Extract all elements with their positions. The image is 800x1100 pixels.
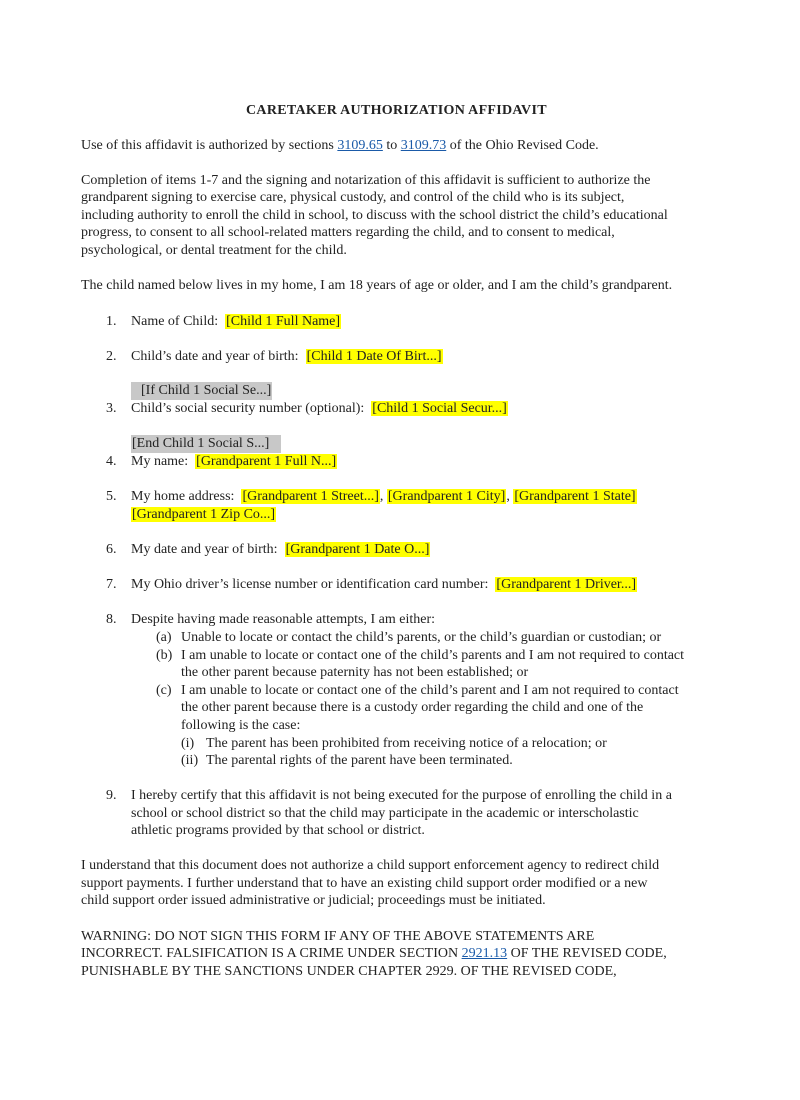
grandparent-dob-field[interactable]: [Grandparent 1 Date O...] [285, 542, 430, 557]
item-8a-mark: (a) [156, 630, 172, 645]
item-8c-mark: (c) [156, 683, 172, 698]
completion-line-1: Completion of items 1-7 and the signing and notarization of this affidavit is sufficient to authorize the [81, 173, 651, 188]
warning-text-end: OF THE REVISED CODE, [507, 946, 667, 961]
item-9-number: 9. [106, 788, 117, 803]
warning-line-2 [81, 945, 667, 963]
state-field[interactable]: [Grandparent 1 State] [514, 489, 636, 504]
link-3109-73[interactable]: 3109.73 [400, 138, 447, 153]
warning-line-1: WARNING: DO NOT SIGN THIS FORM IF ANY OF THE ABOVE STATEMENTS ARE [81, 929, 595, 944]
item-8b-line-1: I am unable to locate or contact one of the child’s parents and I am not required to contact [181, 648, 685, 663]
warning-text: INCORRECT. FALSIFICATION IS A CRIME UNDER SECTION [81, 946, 462, 961]
grandparent-statement: The child named below lives in my home, I am 18 years of age or older, and I am the child’s grandparent. [81, 278, 673, 293]
intro-paragraph [81, 137, 599, 155]
item-8c-line-2: the other parent because there is a custody order regarding the child and one of the [181, 700, 644, 715]
item-3 [131, 400, 508, 418]
intro-text-mid: to [382, 138, 401, 153]
child-name-field[interactable]: [Child 1 Full Name] [226, 314, 341, 329]
item-8-label: Despite having made reasonable attempts, I am either: [131, 612, 436, 627]
item-8a-text: Unable to locate or contact the child’s parents, or the child’s guardian or custodian; or [181, 630, 662, 645]
item-6-label: My date and year of birth: [131, 542, 278, 557]
item-8b-mark: (b) [156, 648, 173, 663]
item-1-number: 1. [106, 314, 117, 329]
understand-line-3: child support order issued administrative or judicial; proceedings must be initiated. [81, 893, 546, 908]
item-4-number: 4. [106, 454, 117, 469]
item-9-line-3: athletic programs provided by that school or district. [131, 823, 425, 838]
item-8-number: 8. [106, 612, 117, 627]
item-4-label: My name: [131, 454, 189, 469]
comma-separator: , [379, 489, 384, 504]
link-3109-65[interactable]: 3109.65 [337, 138, 383, 153]
completion-line-3: including authority to enroll the child in school, to discuss with the school district the child’s educational [81, 208, 668, 223]
child-dob-field[interactable]: [Child 1 Date Of Birt...] [306, 349, 442, 364]
item-6 [131, 541, 430, 559]
item-9-line-1: I hereby certify that this affidavit is not being executed for the purpose of enrolling the child in a [131, 788, 672, 803]
item-5 [131, 488, 637, 506]
item-7 [131, 576, 637, 594]
intro-text: Use of this affidavit is authorized by sections [81, 138, 338, 153]
item-8cii-mark: (ii) [181, 753, 199, 768]
link-2921-13[interactable]: 2921.13 [461, 946, 508, 961]
child-ssn-field[interactable]: [Child 1 Social Secur...] [372, 401, 507, 416]
warning-line-3: PUNISHABLE BY THE SANCTIONS UNDER CHAPTER 2929. OF THE REVISED CODE, [81, 964, 617, 979]
comma-separator: , [506, 489, 510, 504]
understand-line-2: support payments. I further understand that to have an existing child support order modified or a new [81, 876, 648, 891]
completion-line-2: grandparent signing to exercise care, physical custody, and control of the child who is its subject, [81, 190, 625, 205]
conditional-end-tag[interactable]: [End Child 1 Social S...] [131, 435, 281, 453]
understand-line-1: I understand that this document does not authorize a child support enforcement agency to redirect child [81, 858, 660, 873]
conditional-start-tag[interactable]: [If Child 1 Social Se...] [131, 382, 272, 400]
item-5-label: My home address: [131, 489, 235, 504]
item-3-label: Child’s social security number (optional): [131, 401, 365, 416]
item-1-label: Name of Child: [131, 314, 219, 329]
item-7-label: My Ohio driver’s license number or identification card number: [131, 577, 489, 592]
item-3-number: 3. [106, 401, 117, 416]
item-8c-line-3: following is the case: [181, 718, 301, 733]
item-7-number: 7. [106, 577, 117, 592]
city-field[interactable]: [Grandparent 1 City] [387, 489, 506, 504]
item-5-zip-line [131, 506, 276, 524]
item-8cii-text: The parental rights of the parent have been terminated. [206, 753, 513, 768]
item-8c-line-1: I am unable to locate or contact one of the child’s parent and I am not required to contact [181, 683, 679, 698]
item-5-number: 5. [106, 489, 117, 504]
item-2-number: 2. [106, 349, 117, 364]
document-title: CARETAKER AUTHORIZATION AFFIDAVIT [246, 103, 547, 118]
completion-line-5: psychological, or dental treatment for the child. [81, 243, 347, 258]
item-8ci-mark: (i) [181, 736, 195, 751]
item-8ci-text: The parent has been prohibited from receiving notice of a relocation; or [206, 736, 607, 751]
zip-field[interactable]: [Grandparent 1 Zip Co...] [132, 507, 276, 522]
item-6-number: 6. [106, 542, 117, 557]
completion-line-4: progress, to consent to all school-related matters regarding the child, and to consent to medical, [81, 225, 615, 240]
driver-license-field[interactable]: [Grandparent 1 Driver...] [496, 577, 636, 592]
item-8b-line-2: the other parent because paternity has not been established; or [181, 665, 529, 680]
item-1 [131, 313, 341, 331]
item-9-line-2: school or school district so that the child may participate in the academic or interscholastic [131, 806, 639, 821]
item-4 [131, 453, 337, 471]
grandparent-name-field[interactable]: [Grandparent 1 Full N...] [196, 454, 337, 469]
item-2-label: Child’s date and year of birth: [131, 349, 299, 364]
intro-text-end: of the Ohio Revised Code. [446, 138, 599, 153]
street-field[interactable]: [Grandparent 1 Street...] [242, 489, 379, 504]
item-2 [131, 348, 443, 366]
